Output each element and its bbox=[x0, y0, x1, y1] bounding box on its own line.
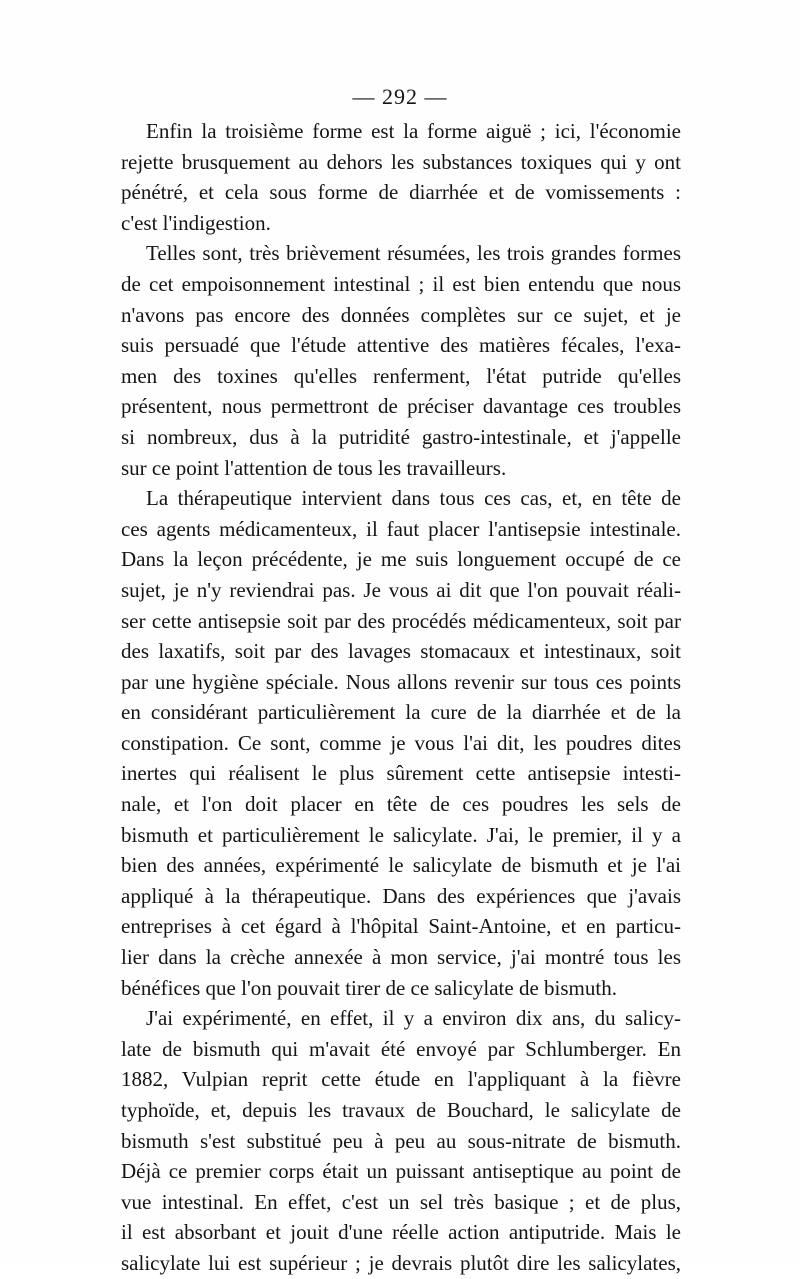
text-line: sur ce point l'attention de tous les travailleurs. bbox=[121, 455, 507, 480]
text-line: appliqué à la thérapeutique. Dans des expériences que j'avais bbox=[121, 883, 681, 908]
text-line: Enfin la troisième forme est la forme aiguë ; ici, l'économie bbox=[146, 119, 681, 143]
text-line: présentent, nous permettront de préciser davantage ces troubles bbox=[121, 394, 681, 419]
text-line: nale, et l'on doit placer en tête de ces poudres les sels de bbox=[121, 792, 681, 817]
text-line: J'ai expérimenté, en effet, il y a environ dix ans, du salicy- bbox=[146, 1006, 681, 1031]
text-line: Déjà ce premier corps était un puissant antiseptique au point de bbox=[121, 1159, 681, 1184]
text-line: entreprises à cet égard à l'hôpital Saint-Antoine, et en particu- bbox=[121, 914, 681, 939]
text-line: c'est l'indigestion. bbox=[121, 210, 271, 235]
text-line: par une hygiène spéciale. Nous allons revenir sur tous ces points bbox=[121, 669, 681, 694]
text-line: bismuth et particulièrement le salicylate. J'ai, le premier, il y a bbox=[121, 822, 681, 847]
text-line: pénétré, et cela sous forme de diarrhée et de vomissements : bbox=[121, 180, 681, 205]
text-line: ces agents médicamenteux, il faut placer l'antisepsie intestinale. bbox=[121, 516, 681, 541]
text-line: late de bismuth qui m'avait été envoyé par Schlumberger. En bbox=[121, 1036, 681, 1061]
text-line: il est absorbant et jouit d'une réelle action antiputride. Mais le bbox=[121, 1220, 681, 1245]
text-line: n'avons pas encore des données complètes sur ce sujet, et je bbox=[121, 302, 681, 327]
text-line: si nombreux, dus à la putridité gastro-intestinale, et j'appelle bbox=[121, 424, 681, 449]
text-line: de cet empoisonnement intestinal ; il est bien entendu que nous bbox=[121, 271, 681, 296]
text-line: bénéfices que l'on pouvait tirer de ce salicylate de bismuth. bbox=[121, 975, 617, 1000]
text-line: des laxatifs, soit par des lavages stomacaux et intestinaux, soit bbox=[121, 639, 681, 664]
text-line: en considérant particulièrement la cure de la diarrhée et de la bbox=[121, 700, 681, 725]
text-line: typhoïde, et, depuis les travaux de Bouchard, le salicylate de bbox=[121, 1098, 681, 1122]
page-number: — 292 — bbox=[352, 84, 448, 109]
text-line: bien des années, expérimenté le salicylate de bismuth et je l'ai bbox=[121, 853, 681, 878]
text-line: men des toxines qu'elles renferment, l'état putride qu'elles bbox=[121, 363, 681, 388]
text-line: lier dans la crèche annexée à mon service, j'ai montré tous les bbox=[121, 945, 681, 970]
text-line: rejette brusquement au dehors les substances toxiques qui y ont bbox=[121, 149, 681, 174]
text-line: suis persuadé que l'étude attentive des matières fécales, l'exa- bbox=[121, 333, 681, 358]
text-line: 1882, Vulpian reprit cette étude en l'appliquant à la fièvre bbox=[121, 1067, 681, 1092]
text-line: La thérapeutique intervient dans tous ces cas, et, en tête de bbox=[146, 486, 681, 511]
text-line: Telles sont, très brièvement résumées, les trois grandes formes bbox=[146, 241, 681, 266]
text-line: salicylate lui est supérieur ; je devrais plutôt dire les salicylates, bbox=[121, 1250, 681, 1275]
text-line: bismuth s'est substitué peu à peu au sous-nitrate de bismuth. bbox=[121, 1128, 681, 1153]
text-line: constipation. Ce sont, comme je vous l'ai dit, les poudres dites bbox=[121, 730, 681, 755]
body-text bbox=[121, 116, 681, 1279]
text-line: sujet, je n'y reviendrai pas. Je vous ai dit que l'on pouvait réali- bbox=[121, 577, 681, 602]
text-line: Dans la leçon précédente, je me suis longuement occupé de ce bbox=[121, 547, 681, 572]
text-line: inertes qui réalisent le plus sûrement cette antisepsie intesti- bbox=[121, 761, 681, 786]
text-line: ser cette antisepsie soit par des procédés médicamenteux, soit par bbox=[121, 608, 681, 633]
text-line: vue intestinal. En effet, c'est un sel très basique ; et de plus, bbox=[121, 1189, 681, 1214]
